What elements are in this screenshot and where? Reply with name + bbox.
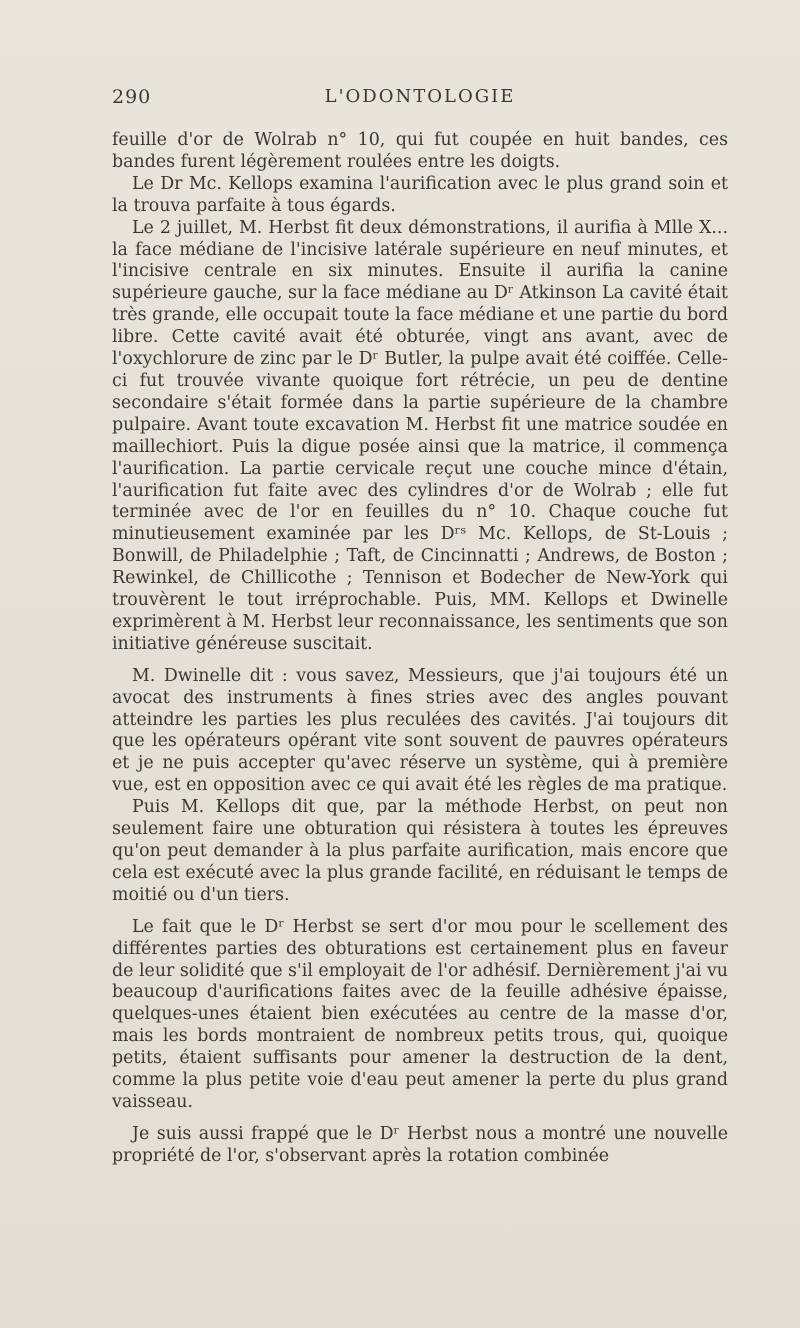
paragraph: M. Dwinelle dit : vous savez, Messieurs, que j'ai toujours été un avocat des instruments à fines stries avec des angles pouvant atteindre les parties les plus reculées des cavités. J'ai toujours dit que les opérateurs opérant vite sont souvent de pauvres opérateurs et je ne puis accepter qu'avec réserve un système, qui à première vue, est en opposition avec ce qui avait été les règles de ma pratique. <box>112 665 728 796</box>
paragraph-continuation: feuille d'or de Wolrab n° 10, qui fut coupée en huit bandes, ces bandes furent légèrement roulées entre les doigts. <box>112 130 728 172</box>
paragraph: Le fait que le Dʳ Herbst se sert d'or mou pour le scellement des différentes parties des obturations est certainement plus en faveur de leur solidité que s'il employait de l'or adhésif. Dernièrement j'ai vu beaucoup d'aurifications faites avec de la feuille adhésive épaisse, quelques-unes étaient bien exécutées au centre de la masse d'or, mais les bords montraient de nombreux petits trous, qui, quoique petits, étaient suffisants pour amener la destruction de la dent, comme la plus petite voie d'eau peut amener la perte du plus grand vaisseau. <box>112 916 728 1112</box>
page-header <box>112 86 728 112</box>
paragraph: Le 2 juillet, M. Herbst fit deux démonstrations, il aurifia à Mlle X... la face médiane de l'incisive latérale supérieure en neuf minutes, et l'incisive centrale en six minutes. Ensuite il aurifia la canine supérieure gauche, sur la face médiane au Dʳ Atkinson La cavité était très grande, elle occupait toute la face médiane et une partie du bord libre. Cette cavité avait été obturée, vingt ans avant, avec de l'oxychlorure de zinc par le Dʳ Butler, la pulpe avait été coiffée. Celle-ci fut trouvée vivante quoique fort rétrécie, un peu de dentine secondaire s'était formée dans la partie supérieure de la chambre pulpaire. Avant toute excavation M. Herbst fit une matrice soudée en maillechiort. Puis la digue posée ainsi que la matrice, il commença l'aurification. La partie cervicale reçut une couche mince d'étain, l'aurification fut faite avec des cylindres d'or de Wolrab ; elle fut terminée avec de l'or en feuilles du n° 10. Chaque couche fut minutieusement examinée par les Dʳˢ Mc. Kellops, de St-Louis ; Bonwill, de Philadelphie ; Taft, de Cincinnatti ; Andrews, de Boston ; Rewinkel, de Chillicothe ; Tennison et Bodecher de New-York qui trouvèrent le tout irréprochable. Puis, MM. Kellops et Dwinelle exprimèrent à M. Herbst leur reconnaissance, les sentiments que son initiative généreuse suscitait. <box>112 217 728 654</box>
paragraph: Puis M. Kellops dit que, par la méthode Herbst, on peut non seulement faire une obturation qui résistera à toutes les épreuves qu'on peut demander à la plus parfaite aurification, mais encore que cela est exécuté avec la plus grande facilité, en réduisant le temps de moitié ou d'un tiers. <box>112 797 728 905</box>
page-number: 290 <box>112 86 152 108</box>
paragraph: Je suis aussi frappé que le Dʳ Herbst nous a montré une nouvelle propriété de l'or, s'observant après la rotation combinée <box>112 1123 728 1166</box>
body-text <box>112 130 728 1178</box>
paragraph: Le Dr Mc. Kellops examina l'aurification avec le plus grand soin et la trouva parfaite à tous égards. <box>112 173 728 216</box>
running-title: L'ODONTOLOGIE <box>324 86 516 107</box>
